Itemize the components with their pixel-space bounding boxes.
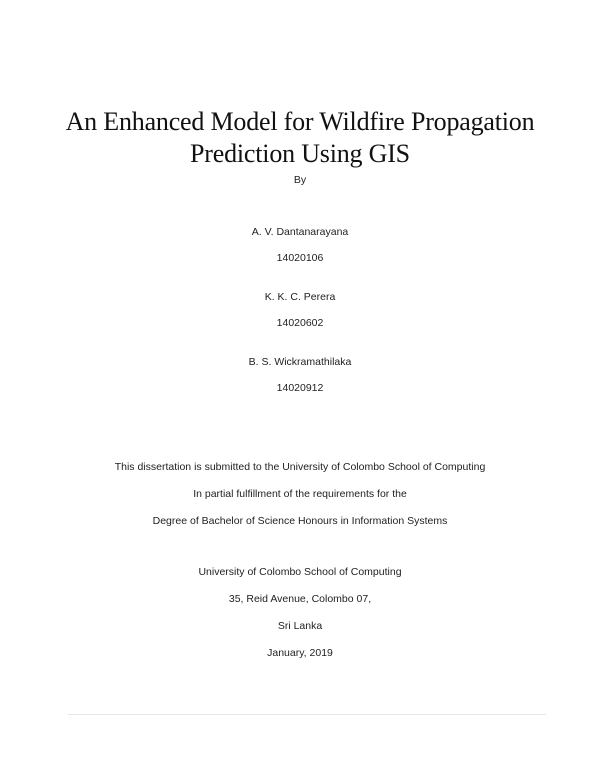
institution-country: Sri Lanka	[277, 620, 323, 632]
by-label: By	[293, 174, 307, 186]
author-1-id: 14020106	[276, 252, 324, 264]
title-line-1: An Enhanced Model for Wildfire Propagation	[65, 107, 535, 136]
submission-line-3: Degree of Bachelor of Science Honours in Information Systems	[152, 515, 448, 527]
submission-line-2: In partial fulfillment of the requirements for the	[193, 488, 407, 500]
institution-street: 35, Reid Avenue, Colombo 07,	[228, 593, 372, 605]
submission-line-1: This dissertation is submitted to the University of Colombo School of Computing	[114, 461, 486, 473]
bottom-rule	[68, 714, 546, 715]
author-3-id: 14020912	[276, 382, 324, 394]
author-3-name: B. S. Wickramathilaka	[248, 356, 352, 368]
author-1-name: A. V. Dantanarayana	[251, 226, 349, 238]
author-2-name: K. K. C. Perera	[264, 291, 336, 303]
author-2-id: 14020602	[276, 317, 324, 329]
institution-name: University of Colombo School of Computing	[198, 566, 402, 578]
title-line-2: Prediction Using GIS	[190, 139, 410, 168]
submission-date: January, 2019	[267, 647, 333, 659]
